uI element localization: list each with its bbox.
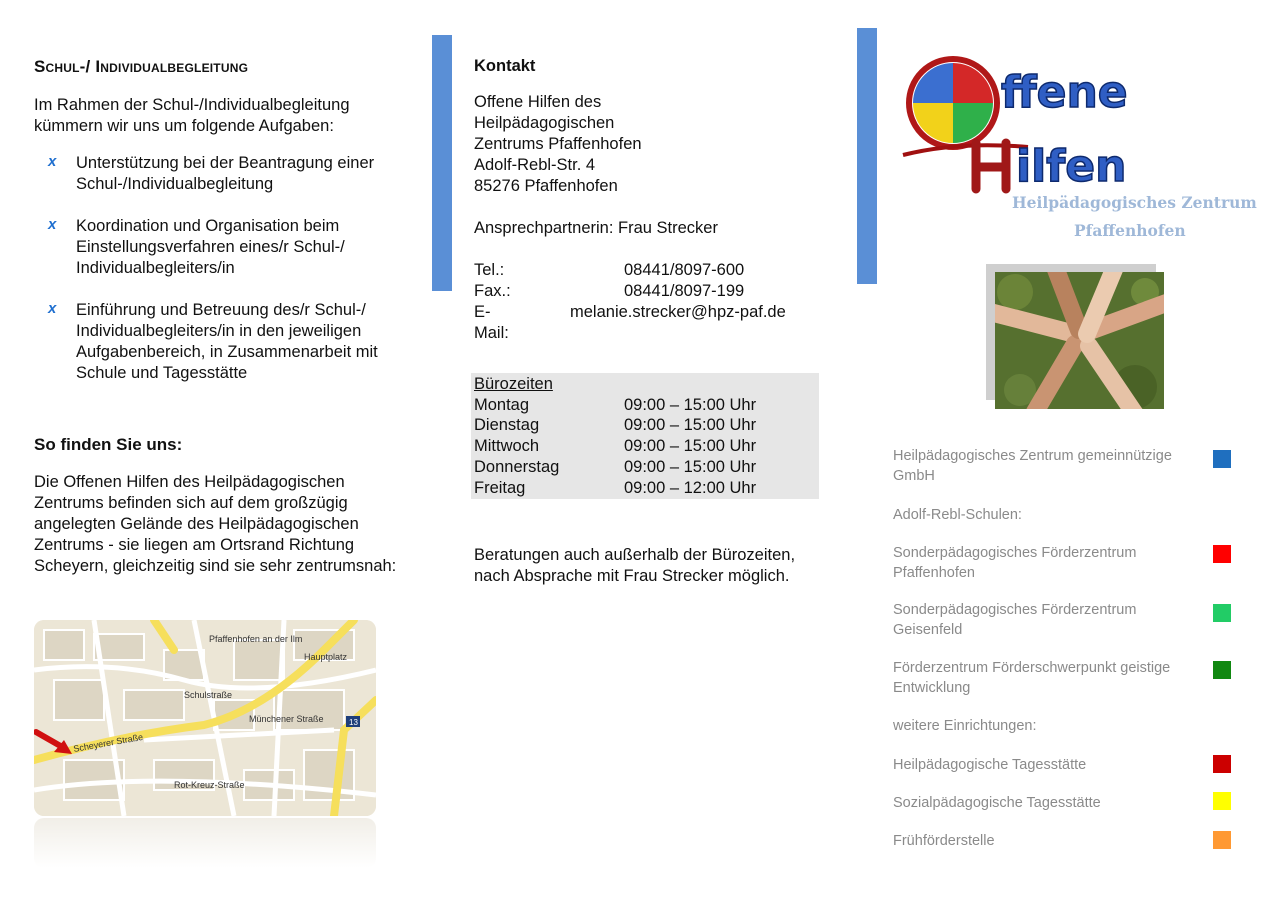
consultation-note: Beratungen auch außerhalb der Bürozeiten, nach Absprache mit Frau Strecker möglich.: [474, 546, 796, 585]
legend-swatch-orange: [1213, 831, 1231, 849]
location-map: [34, 620, 376, 816]
hours-day: Mittwoch: [474, 437, 540, 455]
hours-time: 09:00 – 15:00 Uhr: [624, 396, 757, 414]
legend-item-sfz-geisenfeld: Sonderpädagogisches Förderzentrum Geisenfeld: [893, 602, 1137, 638]
task-text: Einführung und Betreuung des/r Schul-/ Individualbegleiters/in in den jeweiligen Aufgabenbereich, in Zusammenarbeit mit Schule und Tagesstätte: [76, 301, 378, 382]
logo-h-icon: [976, 143, 1006, 189]
road-number: 13: [349, 718, 358, 727]
legend-swatch-blue: [1213, 450, 1231, 468]
task-text: Unterstützung bei der Beantragung einer Schul-/Individualbegleitung: [76, 154, 375, 193]
legend-swatch-darkred: [1213, 755, 1231, 773]
hours-time: 09:00 – 15:00 Uhr: [624, 458, 757, 476]
task-item: [48, 153, 418, 197]
tel-value[interactable]: 08441/8097-600: [624, 261, 745, 279]
logo-subtitle: Heilpädagogisches Zentrum: [1012, 193, 1257, 212]
address-line: Heilpädagogischen: [474, 114, 615, 132]
legend-item-fruehfoerderstelle: Frühförderstelle: [893, 833, 995, 849]
bullet-x-icon: x: [48, 216, 57, 233]
hands-image: [995, 272, 1164, 409]
map-label-town: Pfaffenhofen an der Ilm: [209, 634, 303, 644]
legend-swatch-darkgreen: [1213, 661, 1231, 679]
office-hours-table: [471, 373, 819, 499]
fax-label: Fax.:: [474, 282, 511, 300]
map-label-street: Scheyerer Straße: [72, 731, 144, 754]
email-link[interactable]: melanie.strecker@hpz-paf.de: [570, 303, 786, 321]
intro-text: Im Rahmen der Schul-/Individualbegleitung kümmern wir uns um folgende Aufgaben:: [34, 96, 350, 135]
address-line: Zentrums Pfaffenhofen: [474, 135, 642, 153]
find-us-heading: So finden Sie uns:: [34, 435, 183, 454]
map-label-street: Schulstraße: [184, 690, 233, 700]
bullet-x-icon: x: [48, 153, 57, 170]
offene-hilfen-logo: [898, 55, 1243, 245]
hours-time: 09:00 – 15:00 Uhr: [624, 437, 757, 455]
hours-day: Donnerstag: [474, 458, 560, 476]
legend-item-spt: Sozialpädagogische Tagesstätte: [893, 795, 1101, 811]
task-item: [48, 300, 418, 384]
map-graphic: [34, 620, 376, 816]
accent-bar: [857, 28, 877, 284]
legend-group-schools: Adolf-Rebl-Schulen:: [893, 507, 1022, 523]
accent-bar: [432, 35, 452, 291]
legend-item-sfz-pfaffenhofen: Sonderpädagogisches Förderzentrum Pfaffenhofen: [893, 545, 1137, 581]
task-text: Koordination und Organisation beim Einstellungsverfahren eines/r Schul-/ Individualbegleiters/in: [76, 217, 345, 277]
legend-item-foerderzentrum: Förderzentrum Förderschwerpunkt geistige Entwicklung: [893, 660, 1171, 696]
bullet-x-icon: x: [48, 300, 57, 317]
logo-word-offene: ffene: [1001, 67, 1128, 118]
hands-photo: [995, 272, 1164, 409]
legend-item-hpt: Heilpädagogische Tagesstätte: [893, 757, 1087, 773]
find-us-text: Die Offenen Hilfen des Heilpädagogischen Zentrums befinden sich auf dem großzügig angelegten Gelände des Heilpädagogischen Zentrums - sie liegen am Ortsrand Richtung Scheyern, gleichzeitig sind sie sehr zentrumsnah:: [34, 473, 397, 575]
task-item: [48, 216, 418, 280]
map-label-street: Rot-Kreuz-Straße: [174, 780, 245, 790]
legend-item-hpz: Heilpädagogisches Zentrum gemeinnützige GmbH: [893, 448, 1172, 484]
office-hours-title: Bürozeiten: [474, 375, 553, 393]
legend-swatch-yellow: [1213, 792, 1231, 810]
hours-day: Montag: [474, 396, 530, 414]
fax-value: 08441/8097-199: [624, 282, 745, 300]
section-heading-schulbegleitung: Schul-/ Individualbegleitung: [34, 57, 249, 76]
address-line: 85276 Pfaffenhofen: [474, 177, 618, 195]
logo-graphic: [898, 55, 1243, 195]
email-label: E-Mail:: [474, 303, 509, 342]
contact-heading: Kontakt: [474, 57, 536, 75]
map-label-street: Hauptplatz: [304, 652, 348, 662]
address-line: Adolf-Rebl-Str. 4: [474, 156, 596, 174]
hours-day: Freitag: [474, 479, 526, 497]
hours-time: 09:00 – 12:00 Uhr: [624, 479, 757, 497]
legend-group-other: weitere Einrichtungen:: [893, 718, 1037, 734]
legend-swatch-red: [1213, 545, 1231, 563]
hours-time: 09:00 – 15:00 Uhr: [624, 416, 757, 434]
hours-day: Dienstag: [474, 416, 540, 434]
address-line: Offene Hilfen des: [474, 93, 602, 111]
tel-label: Tel.:: [474, 261, 505, 279]
contact-person: Ansprechpartnerin: Frau Strecker: [474, 219, 718, 237]
logo-subtitle-city: Pfaffenhofen: [1074, 221, 1186, 240]
legend-swatch-lightgreen: [1213, 604, 1231, 622]
logo-word-hilfen: ilfen: [1016, 141, 1127, 192]
map-reflection: [34, 818, 376, 868]
map-label-street: Münchener Straße: [249, 714, 324, 724]
